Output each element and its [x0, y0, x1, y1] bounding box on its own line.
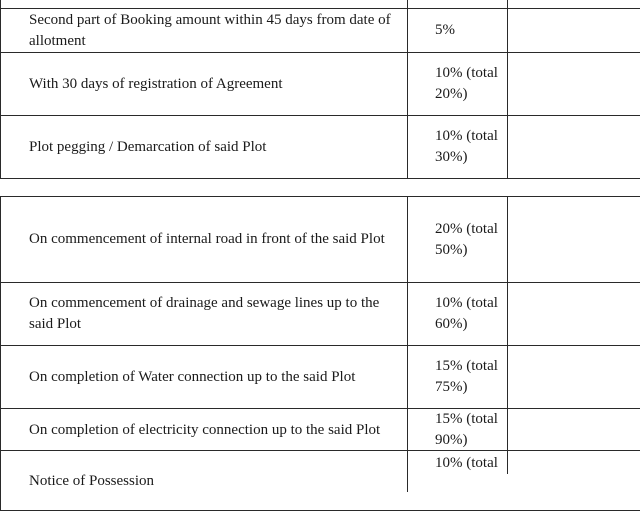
stage-text: Second part of Booking amount within 45 days from date of allotment — [29, 11, 391, 49]
amount-cell — [408, 346, 508, 408]
table-row — [0, 409, 640, 451]
stage-text: Notice of Possession — [29, 473, 154, 489]
amount-cell — [408, 197, 508, 282]
table-row — [0, 197, 640, 283]
stage-cell — [1, 451, 408, 492]
payment-schedule-table-top — [0, 0, 640, 179]
payment-schedule-table-bottom — [0, 196, 640, 511]
amount-cell — [408, 0, 508, 8]
remarks-cell — [508, 9, 640, 52]
amount-cell — [408, 53, 508, 115]
stage-cell — [1, 116, 408, 178]
amount-cell — [408, 409, 508, 451]
amount-cell — [408, 9, 508, 52]
remarks-cell — [508, 0, 640, 8]
stage-cell — [1, 9, 408, 52]
stage-cell — [1, 53, 408, 115]
stage-text: On commencement of internal road in front of the said Plot — [29, 231, 385, 247]
amount-cell — [408, 116, 508, 178]
table-row — [0, 346, 640, 409]
amount-text: 15% (total 90%) — [435, 411, 498, 448]
remarks-cell — [508, 197, 640, 282]
stage-text: On completion of Water connection up to the said Plot — [29, 368, 356, 385]
stage-cell — [1, 0, 408, 8]
amount-cell — [408, 283, 508, 345]
remarks-cell — [508, 116, 640, 178]
stage-cell — [1, 346, 408, 408]
table-row — [0, 9, 640, 53]
amount-cell — [408, 451, 508, 474]
table-row — [0, 0, 640, 9]
table-row — [0, 451, 640, 511]
amount-text: 15% (total 75%) — [435, 358, 498, 395]
remarks-cell — [508, 283, 640, 345]
stage-text: On completion of electricity connection up to the said Plot — [29, 421, 381, 438]
stage-text: With 30 days of registration of Agreement — [29, 75, 283, 92]
remarks-cell — [508, 53, 640, 115]
table-row — [0, 116, 640, 179]
amount-text: 20% (total 50%) — [435, 220, 498, 258]
page-gap — [0, 179, 640, 196]
amount-text: 10% (total — [435, 455, 498, 471]
table-row — [0, 53, 640, 116]
stage-cell — [1, 409, 408, 451]
stage-cell — [1, 283, 408, 345]
amount-text: 5% — [435, 22, 455, 38]
table-row — [0, 283, 640, 346]
amount-text: 10% (total 30%) — [435, 128, 498, 165]
stage-text: On commencement of drainage and sewage lines up to the said Plot — [29, 295, 380, 332]
amount-text: 10% (total 20%) — [435, 65, 498, 102]
stage-cell — [1, 197, 408, 282]
remarks-cell — [508, 346, 640, 408]
remarks-cell — [508, 409, 640, 451]
stage-text: Plot pegging / Demarcation of said Plot — [29, 138, 267, 155]
amount-text: 10% (total 60%) — [435, 295, 498, 332]
